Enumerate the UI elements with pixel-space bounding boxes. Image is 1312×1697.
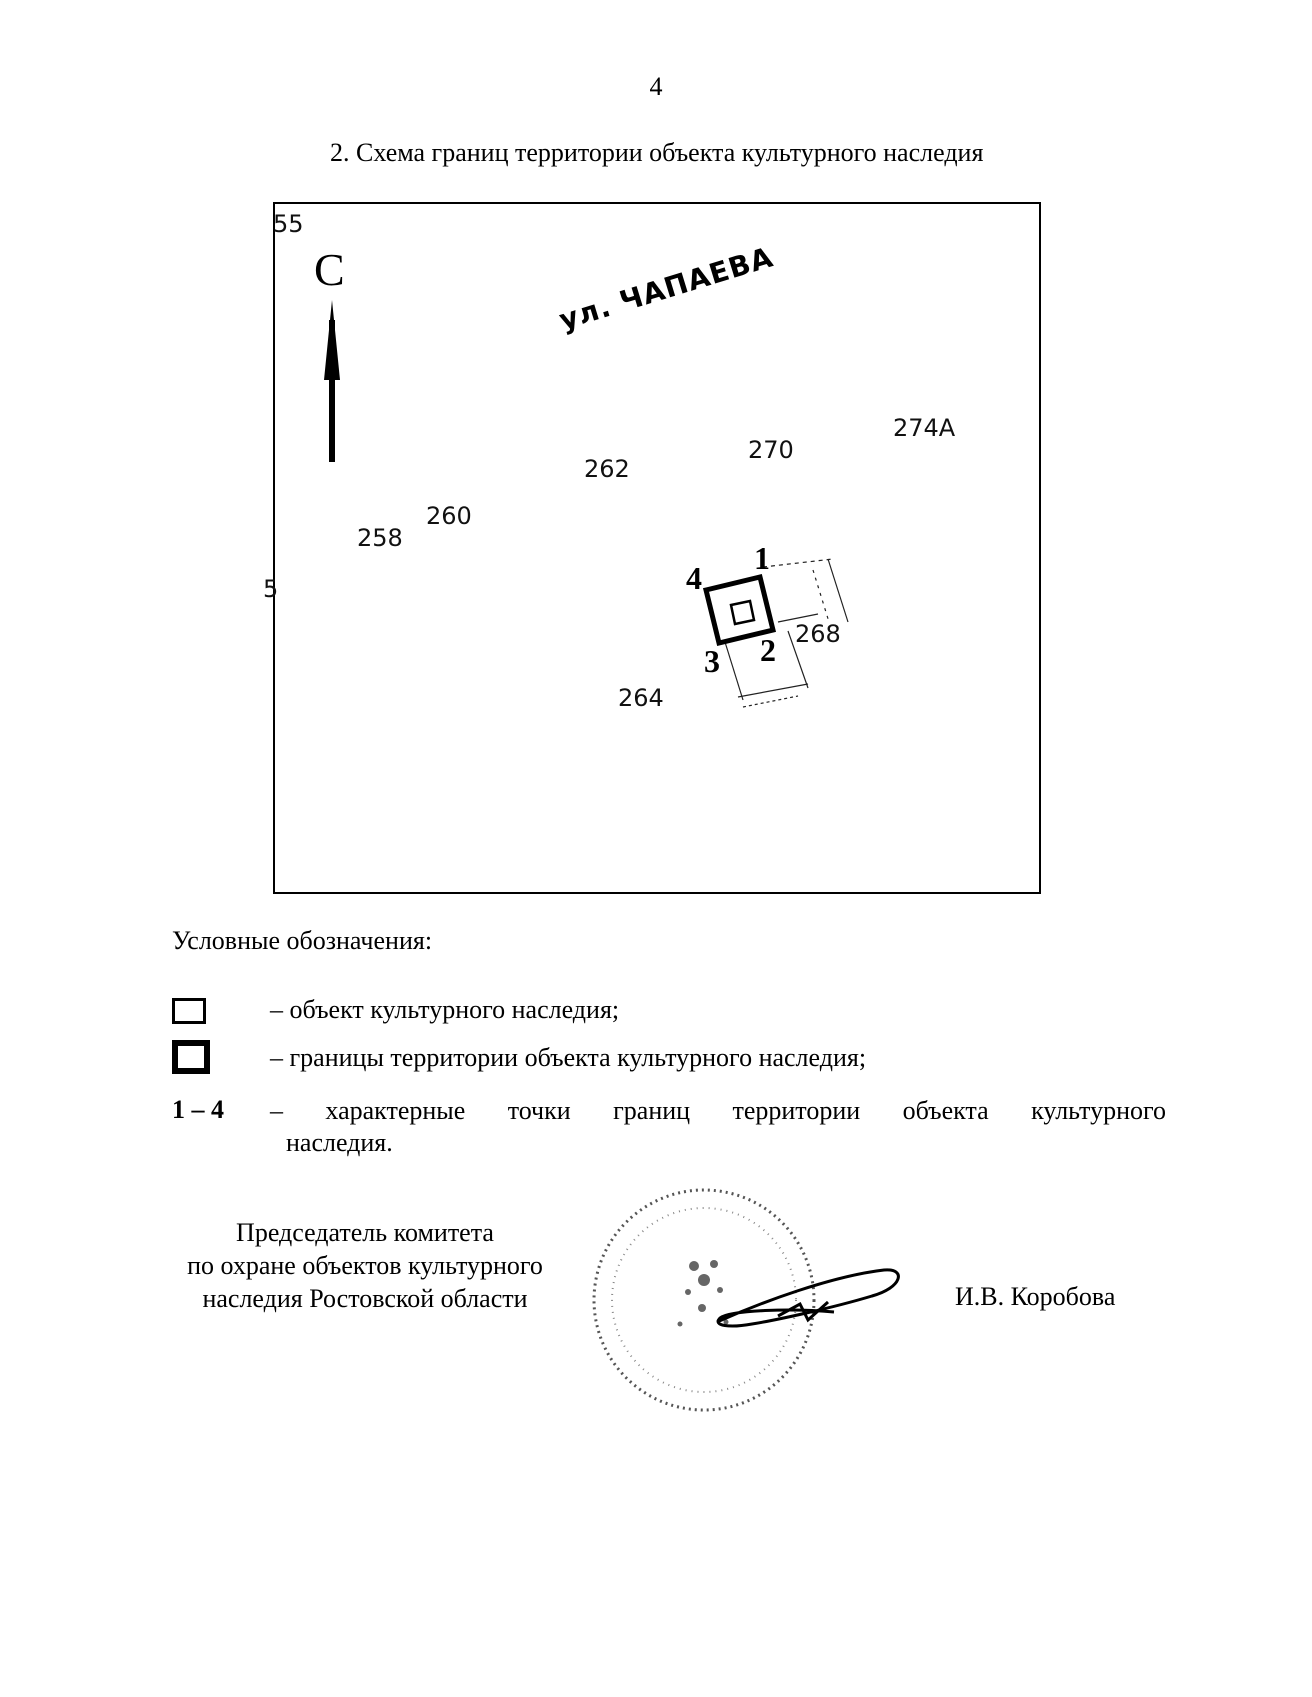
signatory-position-line1: Председатель комитета [236, 1218, 494, 1247]
signatory-position [170, 1216, 560, 1315]
handwritten-signature [717, 1270, 898, 1326]
legend-points-symbol: 1 – 4 [172, 1095, 224, 1124]
legend-text-boundary: – границы территории объекта культурного наследия; [270, 1043, 867, 1072]
map-edge-label-top: 55 [273, 210, 304, 238]
page-number: 4 [649, 72, 663, 101]
legend-title: Условные обозначения: [172, 926, 433, 955]
signatory-name: И.В. Коробова [955, 1282, 1116, 1311]
building-number-260: 260 [426, 502, 472, 530]
boundary-point-4: 4 [686, 560, 702, 596]
building-number-274a: 274А [893, 414, 956, 442]
boundary-point-3: 3 [704, 643, 720, 679]
seal-outer-ring [594, 1190, 814, 1410]
boundary-point-2: 2 [760, 632, 776, 668]
building-number-262: 262 [584, 455, 630, 483]
legend-text-object: – объект культурного наследия; [270, 995, 620, 1024]
official-seal-stamp [602, 1184, 912, 1424]
building-number-264: 264 [618, 684, 664, 712]
street-label: ул. ЧАПАЕВА [555, 240, 778, 337]
map-drawing [263, 202, 1041, 894]
boundary-point-1: 1 [754, 540, 770, 576]
building-number-268: 268 [795, 620, 841, 648]
legend-text-points-line2: наследия. [286, 1128, 393, 1157]
thin-square-icon [172, 998, 206, 1024]
boundary-scheme-map [263, 202, 1041, 894]
signatory-position-line2: по охране объектов культурного [187, 1251, 543, 1280]
thick-square-icon [172, 1040, 210, 1074]
legend-text-points-line1: – характерные точки границ территории объекта культурного [270, 1096, 1166, 1125]
building-number-270: 270 [748, 436, 794, 464]
seal-and-signature [602, 1184, 912, 1424]
signatory-position-line3: наследия Ростовской области [202, 1284, 528, 1313]
north-label: С [314, 244, 345, 295]
scheme-heading: 2. Схема границ территории объекта культурного наследия [330, 138, 984, 167]
building-number-258: 258 [357, 524, 403, 552]
map-edge-label-left: 5 [263, 575, 279, 603]
